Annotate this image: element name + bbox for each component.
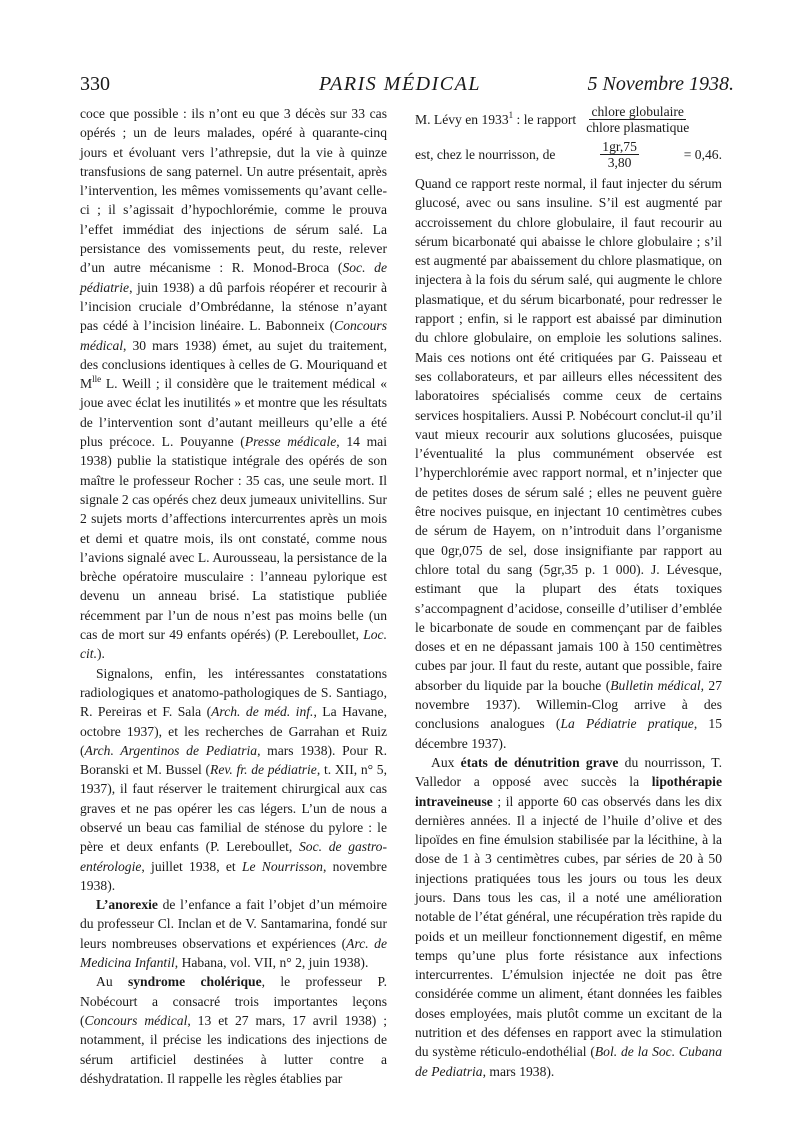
keyword: lipothérapie intraveineuse: [415, 774, 722, 809]
citation: Concours médical: [84, 1012, 188, 1028]
keyword: syndrome cholérique: [127, 974, 262, 990]
issue-date: 5 Novembre 1938.: [587, 73, 734, 95]
citation: Soc. de pédiatrie: [80, 260, 387, 295]
citation: Presse médicale: [244, 434, 337, 450]
citation: Arch. de méd. inf.: [211, 704, 314, 720]
right-column: [415, 104, 722, 1081]
ratio-fraction: $\frac{\text{chlore globulaire}}{\text{chlore plasmatique}}$: [586, 104, 690, 135]
citation: Rev. fr. de pédiatrie: [210, 762, 317, 778]
paragraph-radiology: Signalons, enfin, les intéressantes constatations radiologiques et anatomo-pathologiques de S. Santiago, R. Pereiras et F. Sala (Arch. de méd. inf., La Havane, octobre 1937), et les recherches de Garrahan et Ruiz (Arch. Argentinos de Pediatria, mars 1938). Pour R. Boranski et M. Bussel (Rev. fr. de pédiatrie, t. XII, n° 5, 1937), il faut réserver le traitement chirurgical aux cas graves et ne pas opérer les cas légers. L’un de nous a observé un beau cas familial de sténose du pylore : le père et deux enfants (P. Lereboullet, Soc. de gastro-entérologie, juillet 1938, et Le Nourrisson, novembre 1938).: [80, 665, 387, 893]
citation: Arch. Argentinos de Pediatria: [84, 742, 258, 758]
citation: La Pédiatrie pratique: [560, 716, 694, 732]
keyword: états de dénutrition grave: [460, 754, 619, 770]
paragraph-ratio-treatment: Quand ce rapport reste normal, il faut injecter du sérum glucosé, avec ou sans insuline. S’il est augmenté par accroissement du chlore globulaire, il faut recourir au sérum bicarbonaté qui abaisse le chlore globulaire ; s’il est augmenté par abaissement du chlore plasmatique, on injectera à la fois du sérum salé, qui augmente le chlore plasmatique, et du sérum bicarbonaté, pour redresser le rapport ; enfin, si le rapport est abaissé par diminution du chlore globulaire, on emploie les solutions salines. Mais ces notions ont été critiquées par G. Paisseau et ses collaborateurs, et par ailleurs elles nécessitent des laboratoires spécialisés comme ceux de certains services hospitaliers. Aussi P. Nobécourt conclut-il qu’il vaut mieux recourir aux solutions glucosées, puisque l’éventualité la plus communément observée est l’hyperchlorémie avec rapport normal, et n’injecter que de petites doses de sérum salé ; elles ne peuvent guère être nocives puisque, en injectant 10 centimètres cubes de sérum de Hayem, on n’introduit dans l’organisme que 0gr,075 de sel, dose insignifiante par rapport au chlore total du sang (5gr,35 p. 1 000). J. Lévesque, estimant que la plupart des états toxiques s’accompagnent d’acidose, conseille d’utiliser d’emblée le bicarbonate de soude en commençant par de faibles doses et en ne dépassant jamais 100 à 150 centimètres cubes par jour. Il faut du reste, autant que possible, faire absorber du liquide par la bouche (Bulletin médical, 27 novembre 1937). Willemin-Clog arrive à des conclusions analogues (La Pédiatrie pratique, 15 décembre 1937).: [415, 176, 723, 751]
paragraph-cholera-syndrome: Au syndrome cholérique, le professeur P. Nobécourt a consacré trois importantes leçons (Concours médical, 13 et 27 mars, 17 avril 1938) ; notamment, il précise les indications des injections de sérum artificiel destinées à lutter contre a déshydratation. Il rappelle les règles établies par: [80, 974, 387, 1086]
citation: Bol. de la Soc. Cubana de Pediatria: [415, 1044, 722, 1079]
journal-title: PARIS MÉDICAL: [319, 73, 481, 95]
citation: Loc. cit.: [80, 627, 387, 662]
citation: Le Nourrisson: [241, 858, 323, 874]
value-fraction: $\frac{1gr,75}{3,80}$: [602, 139, 637, 170]
citation: Concours médical: [80, 318, 387, 353]
citation: Soc. de gastro-entérologie: [80, 839, 387, 874]
paragraph-pyloric-stenosis: coce que possible : ils n’ont eu que 3 décès sur 33 cas opérés ; un de leurs malades, opéré à quarante-cinq jours et évoluant vers l’athrepsie, dut la vie à quinze transfusions de sang paternel. Un autre présentait, après l’intervention, les mêmes vomissements qu’avant celle-ci ; il s’agissait d’hypochlorémie, comme le prouva l’effet immédiat des injections de sérum salé. La persistance des vomissements peut, du reste, relever d’un autre mécanisme : R. Monod-Broca (Soc. de pédiatrie, juin 1938) a dû parfois réopérer et recourir à l’incision cruciale d’Ombrédanne, la sténose n’ayant pas cédé à l’incision linéaire. L. Babonneix (Concours médical, 30 mars 1938) émet, au sujet du traitement, des conclusions identiques à celles de G. Mouriquand et $M^{lle}$ L. Weill ; il considère que le traitement médical « joue avec éclat les inutilités » et montre que les résultats de l’intervention sont d’autant meilleurs qu’elle a été plus précoce. L. Pouyanne (Presse médicale, 14 mai 1938) publie la statistique intégrale des opérés de son maître le professeur Rocher : 35 cas, une seule mort. Il signale 2 cas opérés chez deux jumeaux univitellins. Sur 2 sujets morts d’affections intercurrentes après un mois et demi et quatre mois, ils ont constaté, comme nous l’avions signalé avec L. Aurousseau, la persistance de la brèche opératoire musculaire : l’anneau pylorique est devenu un anneau brisé. La statistique publiée récemment par l’un de nous n’est pas moins belle (un cas de mort sur 49 enfants opérés) (P. Lereboullet, Loc. cit.).: [80, 106, 387, 662]
ratio-value-line: est, chez le nourrisson, de $\frac{1gr,75}{3,80}$ = 0,46.: [415, 139, 722, 170]
keyword: L’anorexie: [96, 897, 158, 913]
page-number: 330: [80, 73, 110, 95]
paragraph-lipotherapy: Aux états de dénutrition grave du nourrisson, T. Valledor a opposé avec succès la lipothérapie intraveineuse ; il apporte 60 cas observés dans les dix dernières années. Il a injecté de l’huile d’olive et des lipoïdes en fine émulsion stabilisée par la lécithine, à la dose de 1 à 3 centimètres cubes, par séries de 20 à 50 injections pratiquées tous les jours ou tous les deux jours. Dans tous les cas, il a noté une amélioration notable de l’état général, une récupération très rapide du poids et un meilleur fonctionnement digestif, en même temps qu’une plus forte résistance aux infections intercurrentes. L’émulsion injectée ne doit pas être considérée comme un aliment, étant données les faibles doses employées, mais plutôt comme un excitant de la nutrition et des défenses en rapport avec la stimulation du système réticulo-endothélial (Bol. de la Soc. Cubana de Pediatria, mars 1938).: [415, 754, 722, 1079]
citation: Bulletin médical: [610, 677, 701, 693]
paragraph-anorexia: L’anorexie de l’enfance a fait l’objet d’un mémoire du professeur Cl. Inclan et de V. Santamarina, fondé sur leurs nombreuses observations et expériences (Arc. de Medicina Infantil, Habana, vol. VII, n° 2, juin 1938).: [80, 897, 388, 971]
chlore-ratio-formula: M. Lévy en 1933$^1$ : le rapport $\frac{\text{chlore globulaire}}{\text{chlore plasmatique}}$: [415, 104, 690, 135]
left-column: [80, 104, 387, 1088]
citation: Arc. de Medicina Infantil: [80, 935, 388, 971]
